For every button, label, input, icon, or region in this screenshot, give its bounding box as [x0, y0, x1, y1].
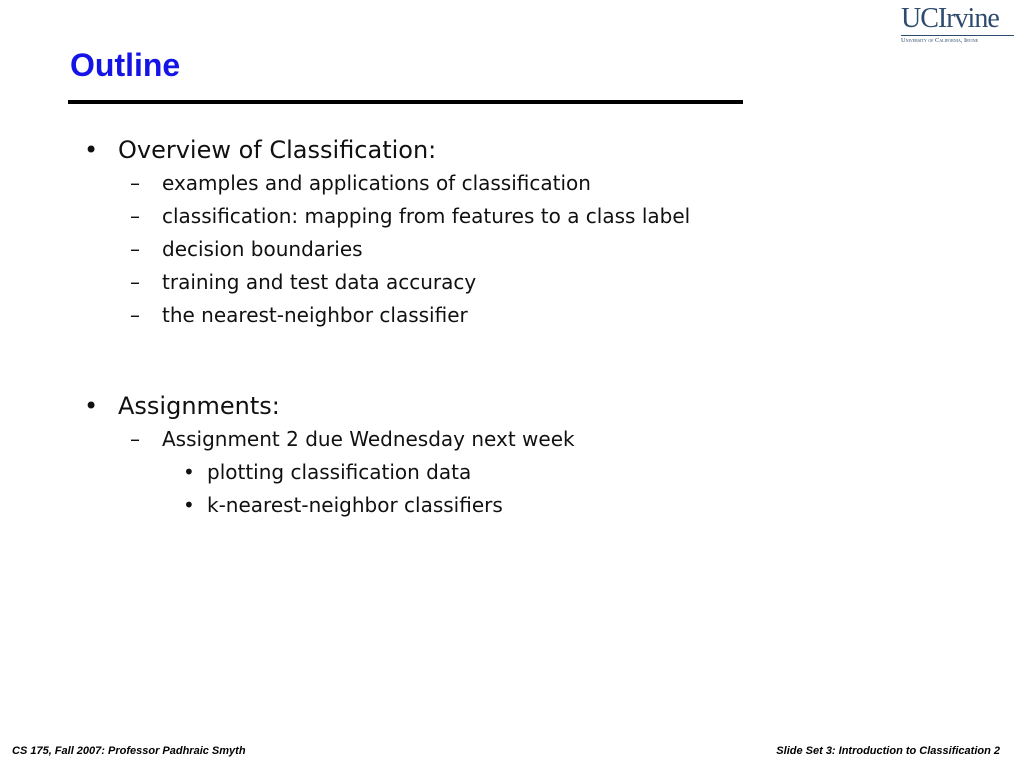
slide-title: Outline — [70, 47, 181, 83]
footer-course-info: CS 175, Fall 2007: Professor Padhraic Smyth — [12, 745, 246, 757]
dash-marker: – — [130, 171, 140, 195]
sub-bullet-text: decision boundaries — [162, 237, 363, 261]
sub-sub-bullet-text: plotting classification data — [207, 460, 472, 484]
dash-marker: – — [130, 270, 140, 294]
dash-marker: – — [130, 237, 140, 261]
sub-bullet-text: classification: mapping from features to a class label — [162, 204, 691, 228]
dash-marker: – — [130, 427, 140, 451]
dash-marker: – — [130, 204, 140, 228]
uc-irvine-logo — [901, 4, 1014, 48]
dot-marker: • — [183, 493, 195, 517]
dot-marker: • — [183, 460, 195, 484]
sub-bullet-text: the nearest-neighbor classifier — [162, 303, 468, 327]
bullet-heading: Assignments: — [118, 392, 280, 420]
logo-subtitle: University of California, Irvine — [901, 37, 979, 44]
footer-slide-info: Slide Set 3: Introduction to Classification 2 — [776, 745, 1000, 757]
dash-marker: – — [130, 303, 140, 327]
sub-bullet-text: examples and applications of classification — [162, 171, 591, 195]
sub-bullet-text: Assignment 2 due Wednesday next week — [162, 427, 575, 451]
logo-divider — [901, 35, 1014, 36]
sub-sub-bullet-text: k-nearest-neighbor classifiers — [207, 493, 503, 517]
bullet-marker: • — [84, 392, 99, 420]
logo-wordmark: UCIrvine — [901, 3, 999, 34]
bullet-marker: • — [84, 136, 99, 164]
sub-bullet-text: training and test data accuracy — [162, 270, 477, 294]
bullet-heading: Overview of Classification: — [118, 136, 437, 164]
title-underline — [68, 100, 743, 104]
